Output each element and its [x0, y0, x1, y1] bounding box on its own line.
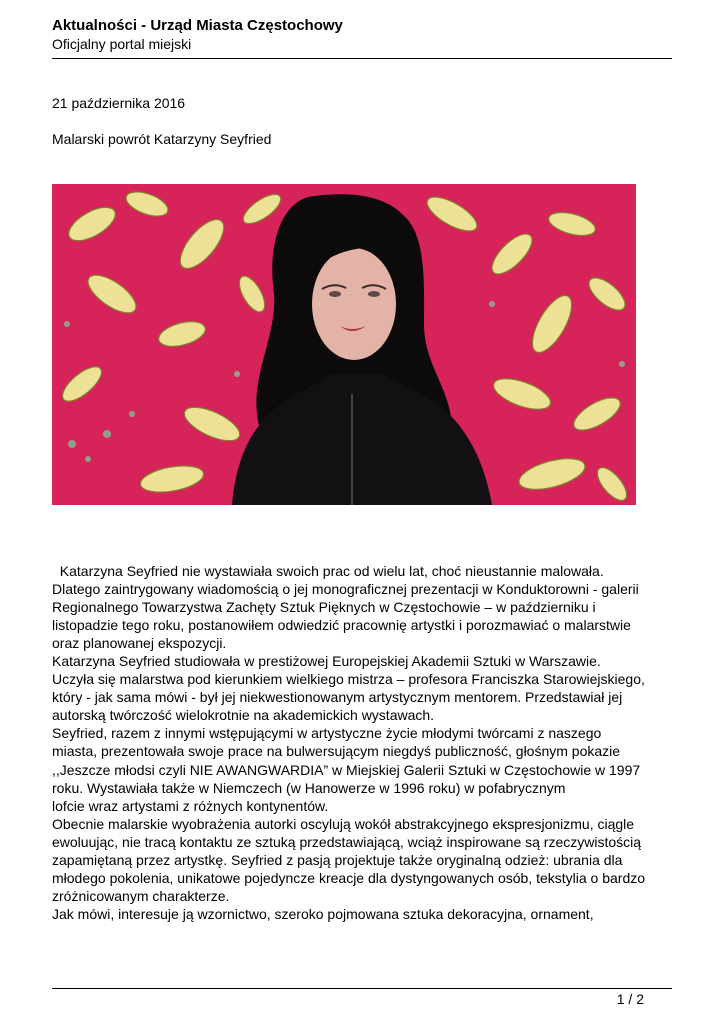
article-line: listopadzie tego roku, postanowiłem odwiedzić pracownię artystki i porozmawiać o malarstwie: [52, 617, 631, 634]
article-line: Seyfried, razem z innymi wstępującymi w artystyczne życie młodymi twórcami z naszego: [52, 725, 602, 742]
header-divider: [52, 58, 672, 59]
article-photo: [52, 184, 636, 505]
article-line: miasta, prezentowała swoje prace na bulwersującym niegdyś publiczność, głośnym pokazie: [52, 743, 621, 760]
article-body: [52, 562, 677, 923]
article-line: zróżnicowanym charakterze.: [52, 887, 230, 904]
article-line: ,,Jeszcze młodsi czyli NIE AWANGWARDIA” w Miejskiej Galerii Sztuki w Częstochowie w 1997: [52, 761, 641, 778]
article-line: oraz planowanej ekspozycji.: [52, 635, 227, 652]
article-line: lofcie wraz artystami z różnych kontynentów.: [52, 797, 329, 814]
article-line: młodego pokolenia, unikatowe pojedyncze kreacje dla dystyngowanych osób, tekstylia o bardzo: [52, 869, 646, 886]
article-line: Katarzyna Seyfried nie wystawiała swoich prac od wielu lat, choć nieustannie malowała.: [52, 563, 604, 579]
page-number: 1 / 2: [616, 991, 644, 1007]
footer-divider: [52, 988, 672, 989]
article-line: Dlatego zaintrygowany wiadomością o jej monograficznej prezentacji w Konduktorowni - galerii: [52, 581, 639, 598]
article-line: Jak mówi, interesuje ją wzornictwo, szeroko pojmowana sztuka dekoracyjna, ornament,: [52, 905, 594, 922]
article-date: 21 października 2016: [52, 95, 186, 111]
site-title: Aktualności - Urząd Miasta Częstochowy: [52, 17, 343, 34]
article-line: Katarzyna Seyfried studiowała w prestiżowej Europejskiej Akademii Sztuki w Warszawie.: [52, 653, 601, 670]
article-line: Regionalnego Towarzystwa Zachęty Sztuk Pięknych w Częstochowie – w październiku i: [52, 599, 596, 616]
article-title: Malarski powrót Katarzyny Seyfried: [52, 131, 272, 147]
article-line: zapamiętaną przez artystkę. Seyfried z pasją projektuje także oryginalną odzież: ubrania dla: [52, 851, 623, 868]
site-subtitle: Oficjalny portal miejski: [52, 36, 192, 52]
article-line: Obecnie malarskie wyobrażenia autorki oscylują wokół abstrakcyjnego ekspresjonizmu, ciągle: [52, 815, 635, 832]
article-line: Uczyła się malarstwa pod kierunkiem wielkiego mistrza – profesora Franciszka Starowiejskiego,: [52, 671, 645, 688]
article-line: ewoluując, nie tracą kontaktu ze sztuką przedstawiającą, wciąż inspirowane są rzeczywistością: [52, 833, 642, 850]
article-line: roku. Wystawiała także w Niemczech (w Hanowerze w 1996 roku) w pofabrycznym: [52, 779, 566, 796]
article-line: który - jak sama mówi - był jej niekwestionowanym artystycznym mentorem. Przedstawiał jej: [52, 689, 623, 706]
page-header: [52, 16, 672, 53]
article-line: autorską twórczość wielokrotnie na akademickich wystawach.: [52, 707, 435, 724]
